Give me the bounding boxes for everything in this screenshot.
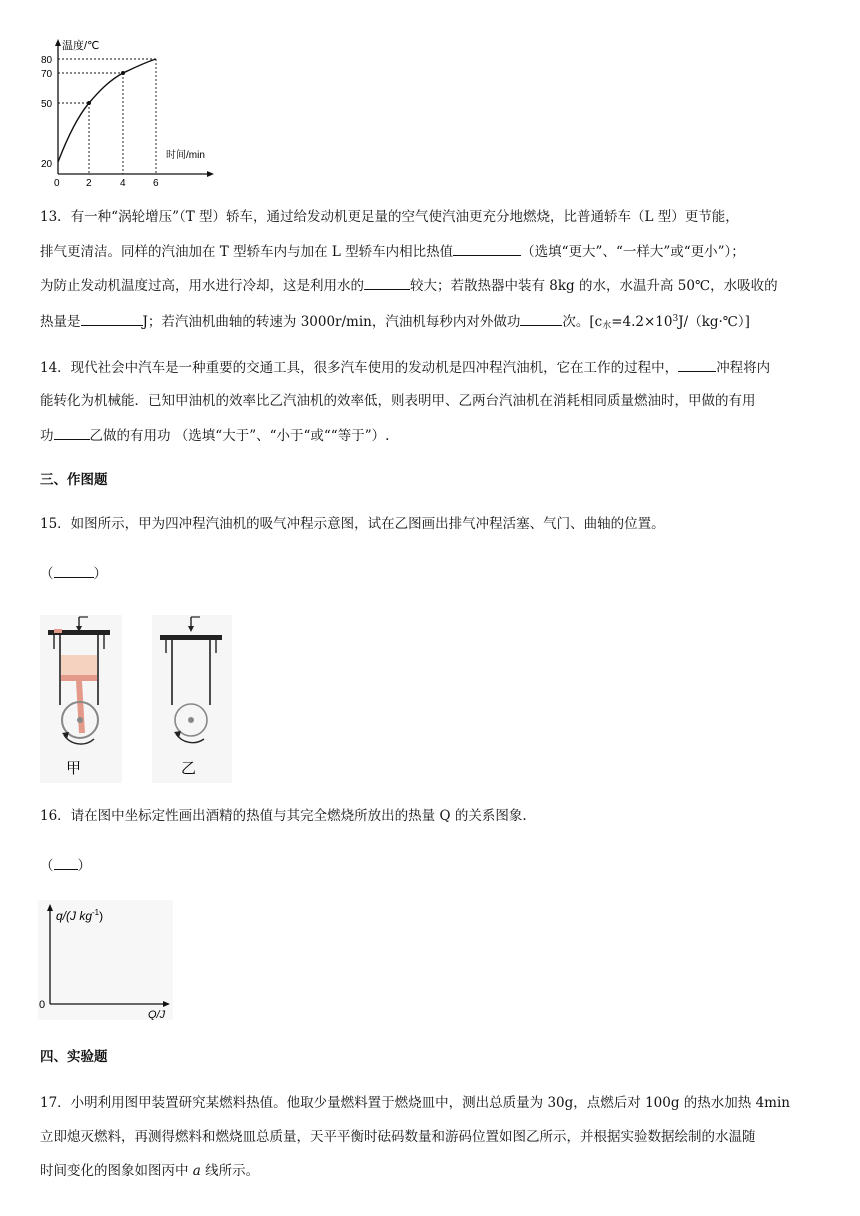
section-heading-3: 三、作图题 bbox=[40, 472, 108, 488]
temperature-time-graph bbox=[38, 36, 228, 186]
svg-text:q/(J kg-1): q/(J $kg^{-1}$) bbox=[56, 908, 104, 923]
engine-diagrams bbox=[40, 615, 240, 783]
svg-text:0: 0 bbox=[54, 178, 60, 186]
x-axis-label: Q/J bbox=[148, 1009, 166, 1020]
q13-line2: 排气更清洁。同样的汽油加在 T 型轿车内与加在 L 型轿车内相比热值 （选填“更大”、“一样大”或“更小”）； bbox=[40, 241, 745, 262]
q-vs-Q-axes[interactable] bbox=[38, 900, 173, 1020]
label-yi: 乙 bbox=[181, 760, 197, 777]
q16-text: 16．请在图中坐标定性画出酒精的热值与其完全燃烧所放出的热量 Q 的关系图象. bbox=[40, 808, 527, 824]
engine-yi bbox=[152, 615, 232, 783]
q13-blank-2[interactable] bbox=[364, 275, 410, 290]
q14-blank-2[interactable] bbox=[54, 425, 90, 440]
q17-line2: 立即熄灭燃料，再测得燃料和燃烧皿总质量，天平平衡时砝码数量和游码位置如图乙所示，并根据实验数据绘制的水温随 bbox=[40, 1129, 756, 1145]
q16-blank[interactable] bbox=[54, 855, 78, 870]
q14-blank-1[interactable] bbox=[678, 357, 716, 372]
temperature-curve bbox=[58, 59, 156, 162]
q13-blank-3[interactable] bbox=[81, 311, 143, 326]
section-heading-4: 四、实验题 bbox=[40, 1049, 108, 1065]
q14-line3: 功 乙做的有用功 （选填“大于”、“小于“或““等于”）. bbox=[40, 425, 389, 446]
q14-line1: 14．现代社会中汽车是一种重要的交通工具，很多汽车使用的发动机是四冲程汽油机，它在工作的过程中， 冲程将内 bbox=[40, 357, 770, 378]
q15-blank[interactable] bbox=[54, 563, 94, 578]
origin-label: 0 bbox=[39, 999, 46, 1011]
svg-text:4: 4 bbox=[120, 178, 126, 186]
svg-text:20: 20 bbox=[41, 159, 53, 170]
q13-blank-4[interactable] bbox=[520, 311, 562, 326]
q13-line3: 为防止发动机温度过高，用水进行冷却，这是利用水的 较大；若散热器中装有 8kg 的水，水温升高 50℃，水吸收的 bbox=[40, 275, 778, 296]
svg-text:70: 70 bbox=[41, 69, 53, 80]
engine-jia bbox=[40, 615, 122, 783]
svg-text:50: 50 bbox=[41, 99, 53, 110]
x-axis-label: 时间/min bbox=[166, 150, 205, 161]
q13-blank-1[interactable] bbox=[453, 241, 521, 256]
q17-line3: 时间变化的图象如图丙中 a 线所示。 bbox=[40, 1163, 260, 1179]
y-axis-label: 温度/℃ bbox=[62, 40, 100, 52]
q15-text: 15．如图所示，甲为四冲程汽油机的吸气冲程示意图，试在乙图画出排气冲程活塞、气门、曲轴的位置。 bbox=[40, 516, 665, 532]
q13-line4: 热量是 J；若汽油机曲轴的转速为 3000r/min，汽油机每秒内对外做功 次。$[c_水=4.2\times 10^3J/(kg\cdot℃)]$ bbox=[40, 309, 750, 336]
q15-answer-blank: （ ） bbox=[40, 563, 107, 584]
q16-answer-blank: （ ） bbox=[40, 855, 91, 876]
svg-text:2: 2 bbox=[86, 178, 92, 186]
label-jia: 甲 bbox=[66, 760, 82, 777]
svg-text:6: 6 bbox=[153, 178, 159, 186]
q13-line1: 13．有一种“涡轮增压”（T 型）轿车，通过给发动机更足量的空气使汽油更充分地燃烧，比普通轿车（L 型）更节能， bbox=[40, 209, 739, 225]
q14-line2: 能转化为机械能．已知甲油机的效率比乙汽油机的效率低，则表明甲、乙两台汽油机在消耗相同质量燃油时，甲做的有用 bbox=[40, 393, 756, 409]
svg-text:80: 80 bbox=[41, 55, 53, 66]
q17-line1: 17．小明利用图甲装置研究某燃料热值。他取少量燃料置于燃烧皿中，测出总质量为 30g，点燃后对 100g 的热水加热 4min bbox=[40, 1095, 790, 1111]
